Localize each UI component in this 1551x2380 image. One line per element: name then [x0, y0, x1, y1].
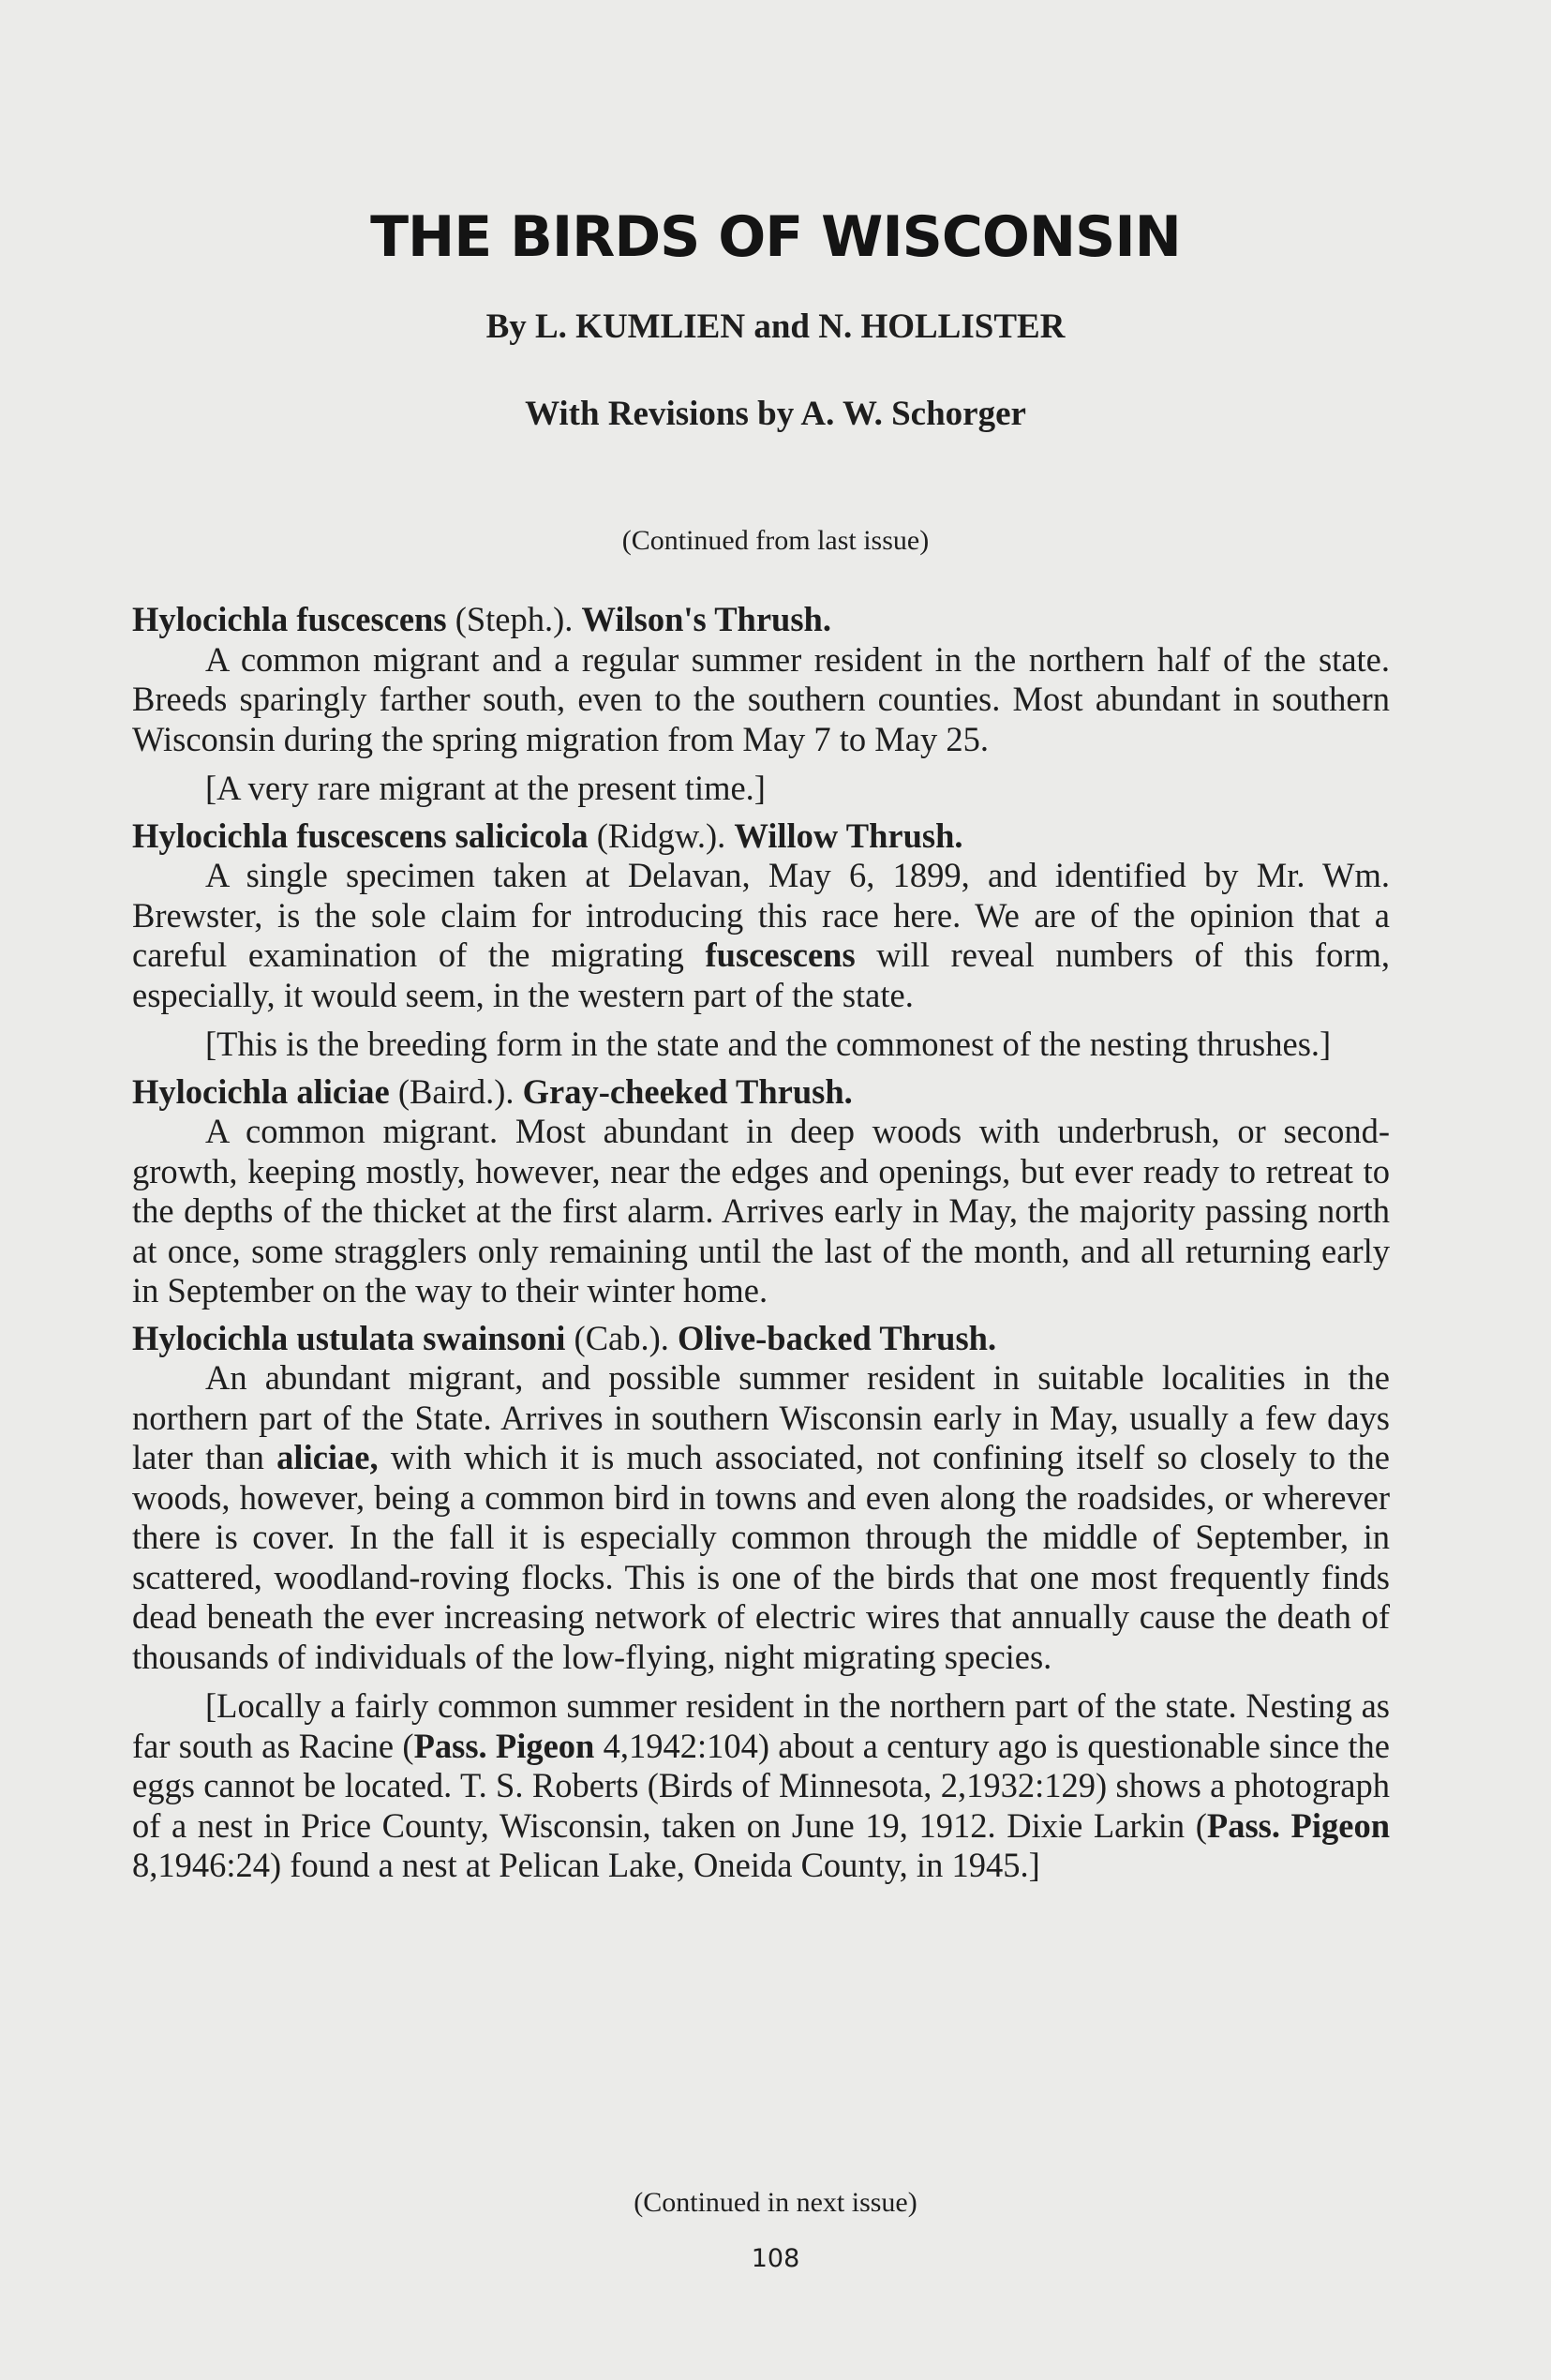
- common-name: Willow Thrush.: [734, 816, 963, 855]
- species-description: [132, 1358, 1390, 1677]
- species-heading: [132, 816, 1390, 857]
- page-number: 108: [751, 2244, 800, 2273]
- continued-next-note: (Continued in next issue): [634, 2187, 917, 2218]
- scientific-name: Hylocichla fuscescens: [132, 600, 447, 638]
- emphasized-species-name: aliciae,: [276, 1438, 379, 1476]
- species-heading: [132, 1319, 1390, 1359]
- note-text: 4,1942:104) about a century ago is questionable since the eggs cannot be located. T. S. Roberts (Birds of Minnesota, 2,1932:129) shows a photograph of a nest in Price County, Wisconsin, taken on June 19, 1912. Dixie Larkin (: [132, 1726, 1390, 1845]
- description-text: with which it is much associated, not confining itself so closely to the woods, however, being a common bird in towns and even along the roadsides, or wherever there is cover. In the fall it is especially common through the middle of September, in scattered, woodland-roving flocks. This is one of the birds that one most frequently finds dead beneath the ever increasing network of electric wires that annually cause the death of thousands of individuals of the low-flying, night migrating species.: [132, 1438, 1390, 1676]
- scientific-name: Hylocichla fuscescens salicicola: [132, 816, 589, 855]
- journal-citation: Pass. Pigeon: [1206, 1805, 1390, 1845]
- revision-note: [This is the breeding form in the state and the commonest of the nesting thrushes.]: [205, 1025, 1332, 1063]
- species-entry-gray-cheeked-thrush: [132, 1072, 1390, 1311]
- species-heading: [132, 1072, 1390, 1113]
- species-description: A common migrant and a regular summer resident in the northern half of the state. Breeds sparingly farther south, even to the southern counties. Most abundant in southern Wisconsin during the spring migration from May 7 to May 25.: [132, 639, 1390, 758]
- emphasized-species-name: fuscescens: [705, 936, 856, 974]
- revisions-credit: With Revisions by A. W. Schorger: [525, 395, 1026, 433]
- scientific-name: Hylocichla ustulata swainsoni: [132, 1318, 566, 1357]
- species-description: A common migrant. Most abundant in deep woods with underbrush, or second-growth, keeping mostly, however, near the edges and openings, but ever ready to retreat to the depths of the thicket at the first alarm. Arrives early in May, the majority passing north at once, some stragglers only remaining until the last of the month, and all returning early in September on the way to their winter home.: [132, 1112, 1390, 1310]
- species-heading: [132, 600, 1390, 640]
- scientific-name: Hylocichla aliciae: [132, 1071, 390, 1111]
- authority: (Baird.).: [389, 1071, 523, 1111]
- species-description: [132, 856, 1390, 1015]
- revision-note: [132, 1686, 1390, 1886]
- common-name: Olive-backed Thrush.: [678, 1318, 997, 1357]
- species-entry-olive-backed-thrush: [132, 1319, 1390, 1886]
- common-name: Wilson's Thrush.: [581, 600, 831, 638]
- authority: (Cab.).: [565, 1318, 679, 1357]
- article-title: THE BIRDS OF WISCONSIN: [370, 204, 1181, 271]
- revision-note: [A very rare migrant at the present time.]: [205, 769, 766, 807]
- note-text: 8,1946:24) found a nest at Pelican Lake, Oneida County, in 1945.]: [132, 1846, 1040, 1884]
- common-name: Gray-cheeked Thrush.: [522, 1071, 853, 1111]
- author-byline: By L. KUMLIEN and N. HOLLISTER: [485, 307, 1066, 346]
- article-body: [132, 600, 1390, 1894]
- description-text: A single specimen taken at Delavan, May 6, 1899, and identified by Mr. Wm. Brewster, is the sole claim for introducing this race here. We are of the opinion that a careful examination of the migrating: [132, 856, 1390, 974]
- continued-from-note: (Continued from last issue): [621, 525, 930, 556]
- description-text: An abundant migrant, and possible summer resident in suitable localities in the northern part of the State. Arrives in southern Wisconsin early in May, usually a few days later than: [132, 1358, 1390, 1476]
- species-entry-willow-thrush: [132, 816, 1390, 1065]
- description-text: will reveal numbers of this form, especially, it would seem, in the western part of the state.: [132, 936, 1390, 1014]
- note-text: [Locally a fairly common summer resident in the northern part of the state. Nesting as far south as Racine (: [132, 1686, 1390, 1765]
- authority: (Ridgw.).: [588, 816, 735, 855]
- species-entry-wilsons-thrush: [132, 600, 1390, 809]
- journal-citation: Pass. Pigeon: [413, 1726, 595, 1765]
- authority: (Steph.).: [446, 600, 582, 638]
